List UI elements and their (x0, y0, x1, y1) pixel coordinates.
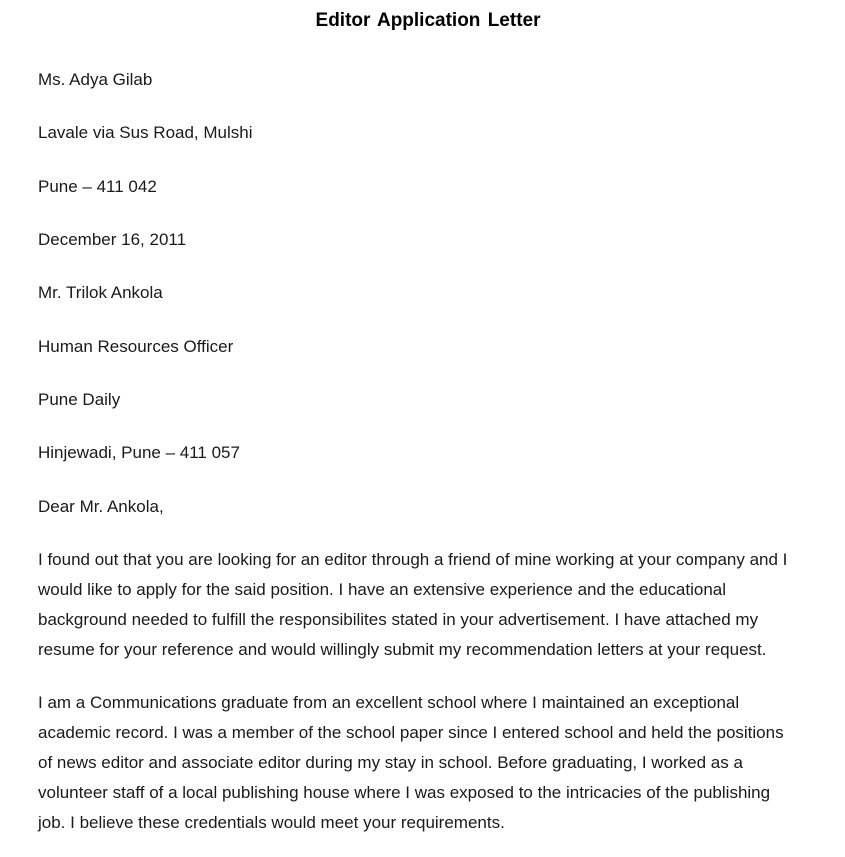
document-title: Editor Application Letter (315, 10, 541, 31)
paragraph-line: background needed to fulfill the responsibilites stated in your advertisement. I have attached my (38, 610, 759, 629)
paragraph-line: of news editor and associate editor during my stay in school. Before graduating, I worked as a (38, 753, 743, 772)
sender-name: Ms. Adya Gilab (38, 70, 153, 89)
recipient-title: Human Resources Officer (38, 337, 234, 356)
paragraph-line: resume for your reference and would willingly submit my recommendation letters at your request. (38, 640, 767, 659)
sender-city: Pune – 411 042 (38, 177, 157, 196)
paragraph-line: volunteer staff of a local publishing house where I was exposed to the intricacies of the publishing (38, 783, 771, 802)
recipient-name: Mr. Trilok Ankola (38, 283, 163, 302)
paragraph-line: job. I believe these credentials would meet your requirements. (38, 813, 505, 832)
sender-address: Lavale via Sus Road, Mulshi (38, 123, 253, 142)
body-paragraph-2 (38, 688, 828, 838)
recipient-address: Hinjewadi, Pune – 411 057 (38, 443, 240, 462)
paragraph-line: I am a Communications graduate from an excellent school where I maintained an exceptional (38, 693, 740, 712)
paragraph-line: I found out that you are looking for an editor through a friend of mine working at your company and I (38, 550, 788, 569)
body-paragraph-1 (38, 545, 828, 665)
recipient-company: Pune Daily (38, 390, 121, 409)
paragraph-line: would like to apply for the said position. I have an extensive experience and the educational (38, 580, 727, 599)
letter-date: December 16, 2011 (38, 230, 187, 249)
salutation: Dear Mr. Ankola, (38, 497, 164, 516)
paragraph-line: academic record. I was a member of the school paper since I entered school and held the positions (38, 723, 784, 742)
